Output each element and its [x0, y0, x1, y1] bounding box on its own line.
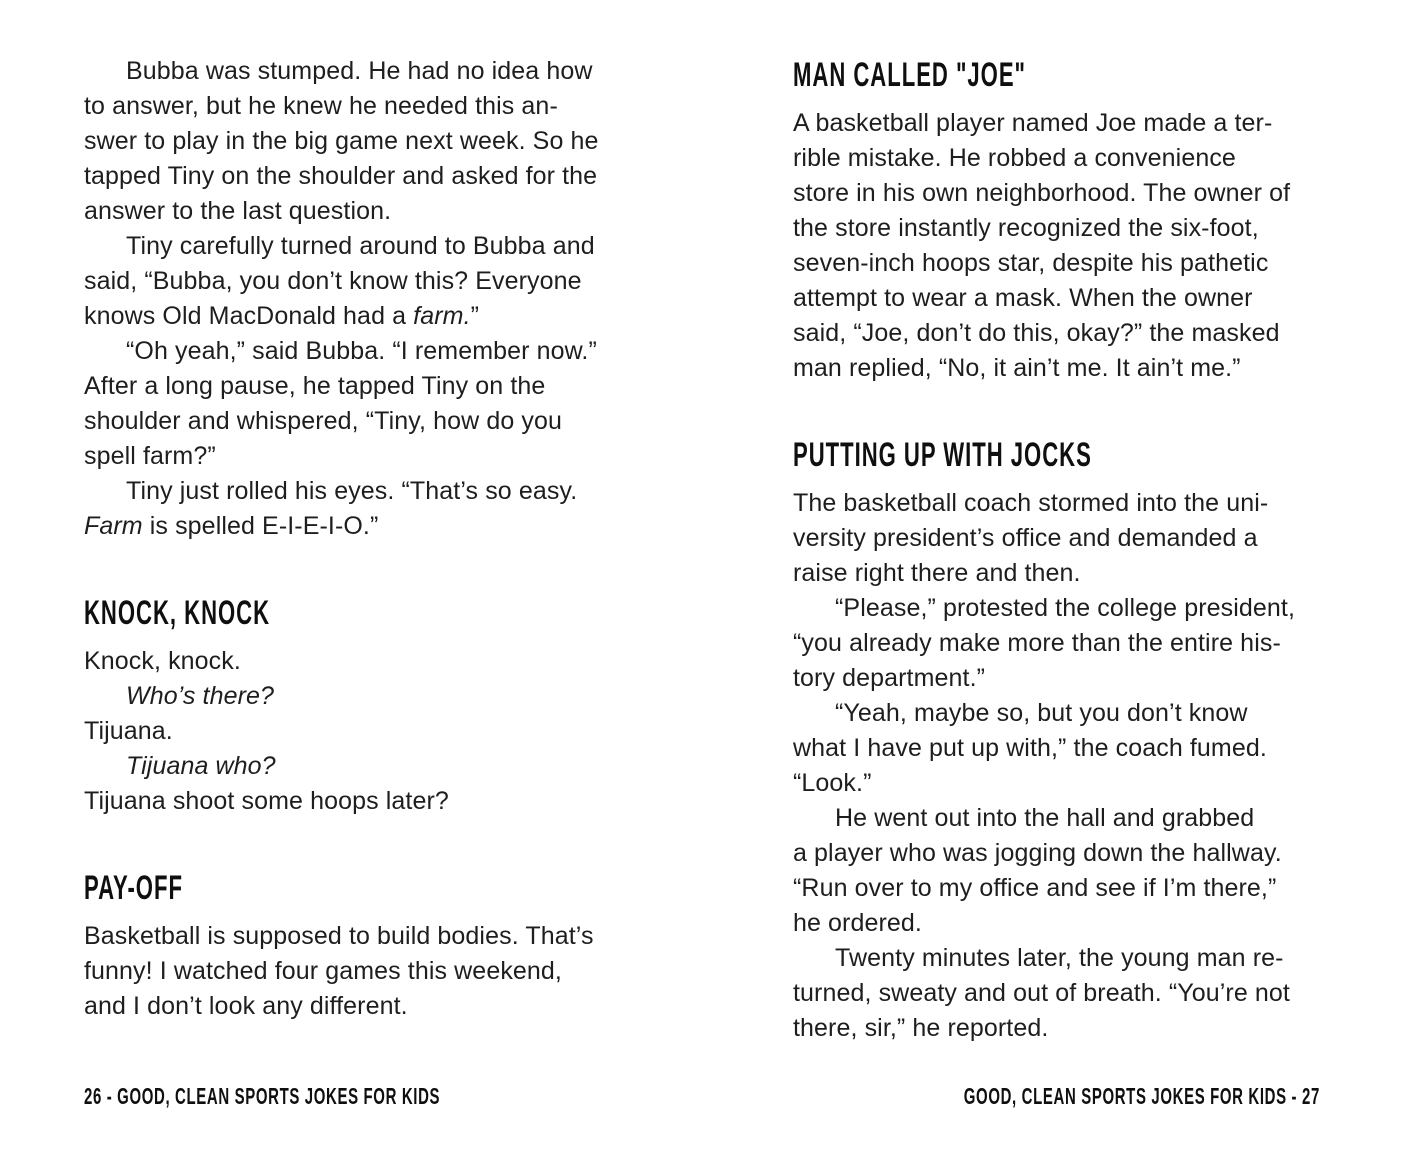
text-line: The basketball coach stormed into the uni-	[793, 489, 1269, 517]
text-line: to answer, but he knew he needed this an-	[84, 92, 558, 120]
text-line: knows Old MacDonald had a farm.”	[84, 302, 480, 330]
pay-off-heading: PAY-OFF	[84, 869, 183, 907]
text-line: rible mistake. He robbed a convenience	[793, 144, 1236, 172]
putting-up-with-jocks-block	[793, 486, 1328, 1046]
text-line: Tijuana who?	[126, 752, 276, 780]
page-footer-left: 26 - GOOD, CLEAN SPORTS JOKES FOR KIDS	[84, 1083, 441, 1109]
text-line: he ordered.	[793, 909, 922, 937]
text-line: a player who was jogging down the hallway.	[793, 839, 1282, 867]
text-line: man replied, “No, it ain’t me. It ain’t me.”	[793, 354, 1241, 382]
text-line: there, sir,” he reported.	[793, 1014, 1049, 1042]
man-called-joe-heading: MAN CALLED "JOE"	[793, 56, 1027, 94]
text-line: said, “Bubba, you don’t know this? Everyone	[84, 267, 582, 295]
text-line: “Yeah, maybe so, but you don’t know	[835, 699, 1248, 727]
text-line: said, “Joe, don’t do this, okay?” the masked	[793, 319, 1280, 347]
page-footer-right: GOOD, CLEAN SPORTS JOKES FOR KIDS - 27	[963, 1083, 1320, 1109]
text-line: After a long pause, he tapped Tiny on the	[84, 372, 546, 400]
text-line: what I have put up with,” the coach fumed.	[793, 734, 1267, 762]
text-line: Knock, knock.	[84, 647, 241, 675]
putting-up-with-jocks-heading: PUTTING UP WITH JOCKS	[793, 436, 1092, 474]
text-line: Who’s there?	[126, 682, 275, 710]
man-called-joe-block	[793, 106, 1328, 386]
text-line: “you already make more than the entire his-	[793, 629, 1281, 657]
text-line: Tiny carefully turned around to Bubba and	[126, 232, 595, 260]
text-line: Tijuana shoot some hoops later?	[84, 787, 449, 815]
text-line: tory department.”	[793, 664, 986, 692]
text-line: turned, sweaty and out of breath. “You’re not	[793, 979, 1290, 1007]
text-line: shoulder and whispered, “Tiny, how do you	[84, 407, 562, 435]
text-line: answer to the last question.	[84, 197, 392, 225]
text-line: spell farm?”	[84, 442, 216, 470]
text-line: Tiny just rolled his eyes. “That’s so easy.	[126, 477, 578, 505]
text-line: funny! I watched four games this weekend,	[84, 957, 562, 985]
page-right	[793, 56, 1328, 1046]
text-line: and I don’t look any different.	[84, 992, 408, 1020]
pay-off-joke-block	[84, 919, 649, 1024]
text-line: “Look.”	[793, 769, 872, 797]
knock-knock-heading: KNOCK, KNOCK	[84, 594, 271, 632]
text-line: Basketball is supposed to build bodies. That’s	[84, 922, 594, 950]
text-line: “Oh yeah,” said Bubba. “I remember now.”	[126, 337, 597, 365]
text-line: Bubba was stumped. He had no idea how	[126, 57, 593, 85]
text-line: Farm is spelled E-I-E-I-O.”	[84, 512, 379, 540]
text-line: seven-inch hoops star, despite his pathetic	[793, 249, 1269, 277]
text-line: “Please,” protested the college president,	[835, 594, 1296, 622]
text-line: A basketball player named Joe made a ter-	[793, 109, 1273, 137]
text-line: swer to play in the big game next week. So he	[84, 127, 599, 155]
text-line: attempt to wear a mask. When the owner	[793, 284, 1253, 312]
text-line: Twenty minutes later, the young man re-	[835, 944, 1284, 972]
text-line: “Run over to my office and see if I’m there,”	[793, 874, 1277, 902]
text-line: Tijuana.	[84, 717, 173, 745]
bubba-story-block	[84, 54, 649, 544]
text-line: store in his own neighborhood. The owner of	[793, 179, 1291, 207]
text-line: tapped Tiny on the shoulder and asked for the	[84, 162, 598, 190]
text-line: the store instantly recognized the six-foot,	[793, 214, 1259, 242]
text-line: He went out into the hall and grabbed	[835, 804, 1255, 832]
page-left	[84, 54, 649, 1024]
text-line: versity president’s office and demanded a	[793, 524, 1258, 552]
text-line: raise right there and then.	[793, 559, 1081, 587]
knock-knock-joke-block	[84, 644, 649, 819]
